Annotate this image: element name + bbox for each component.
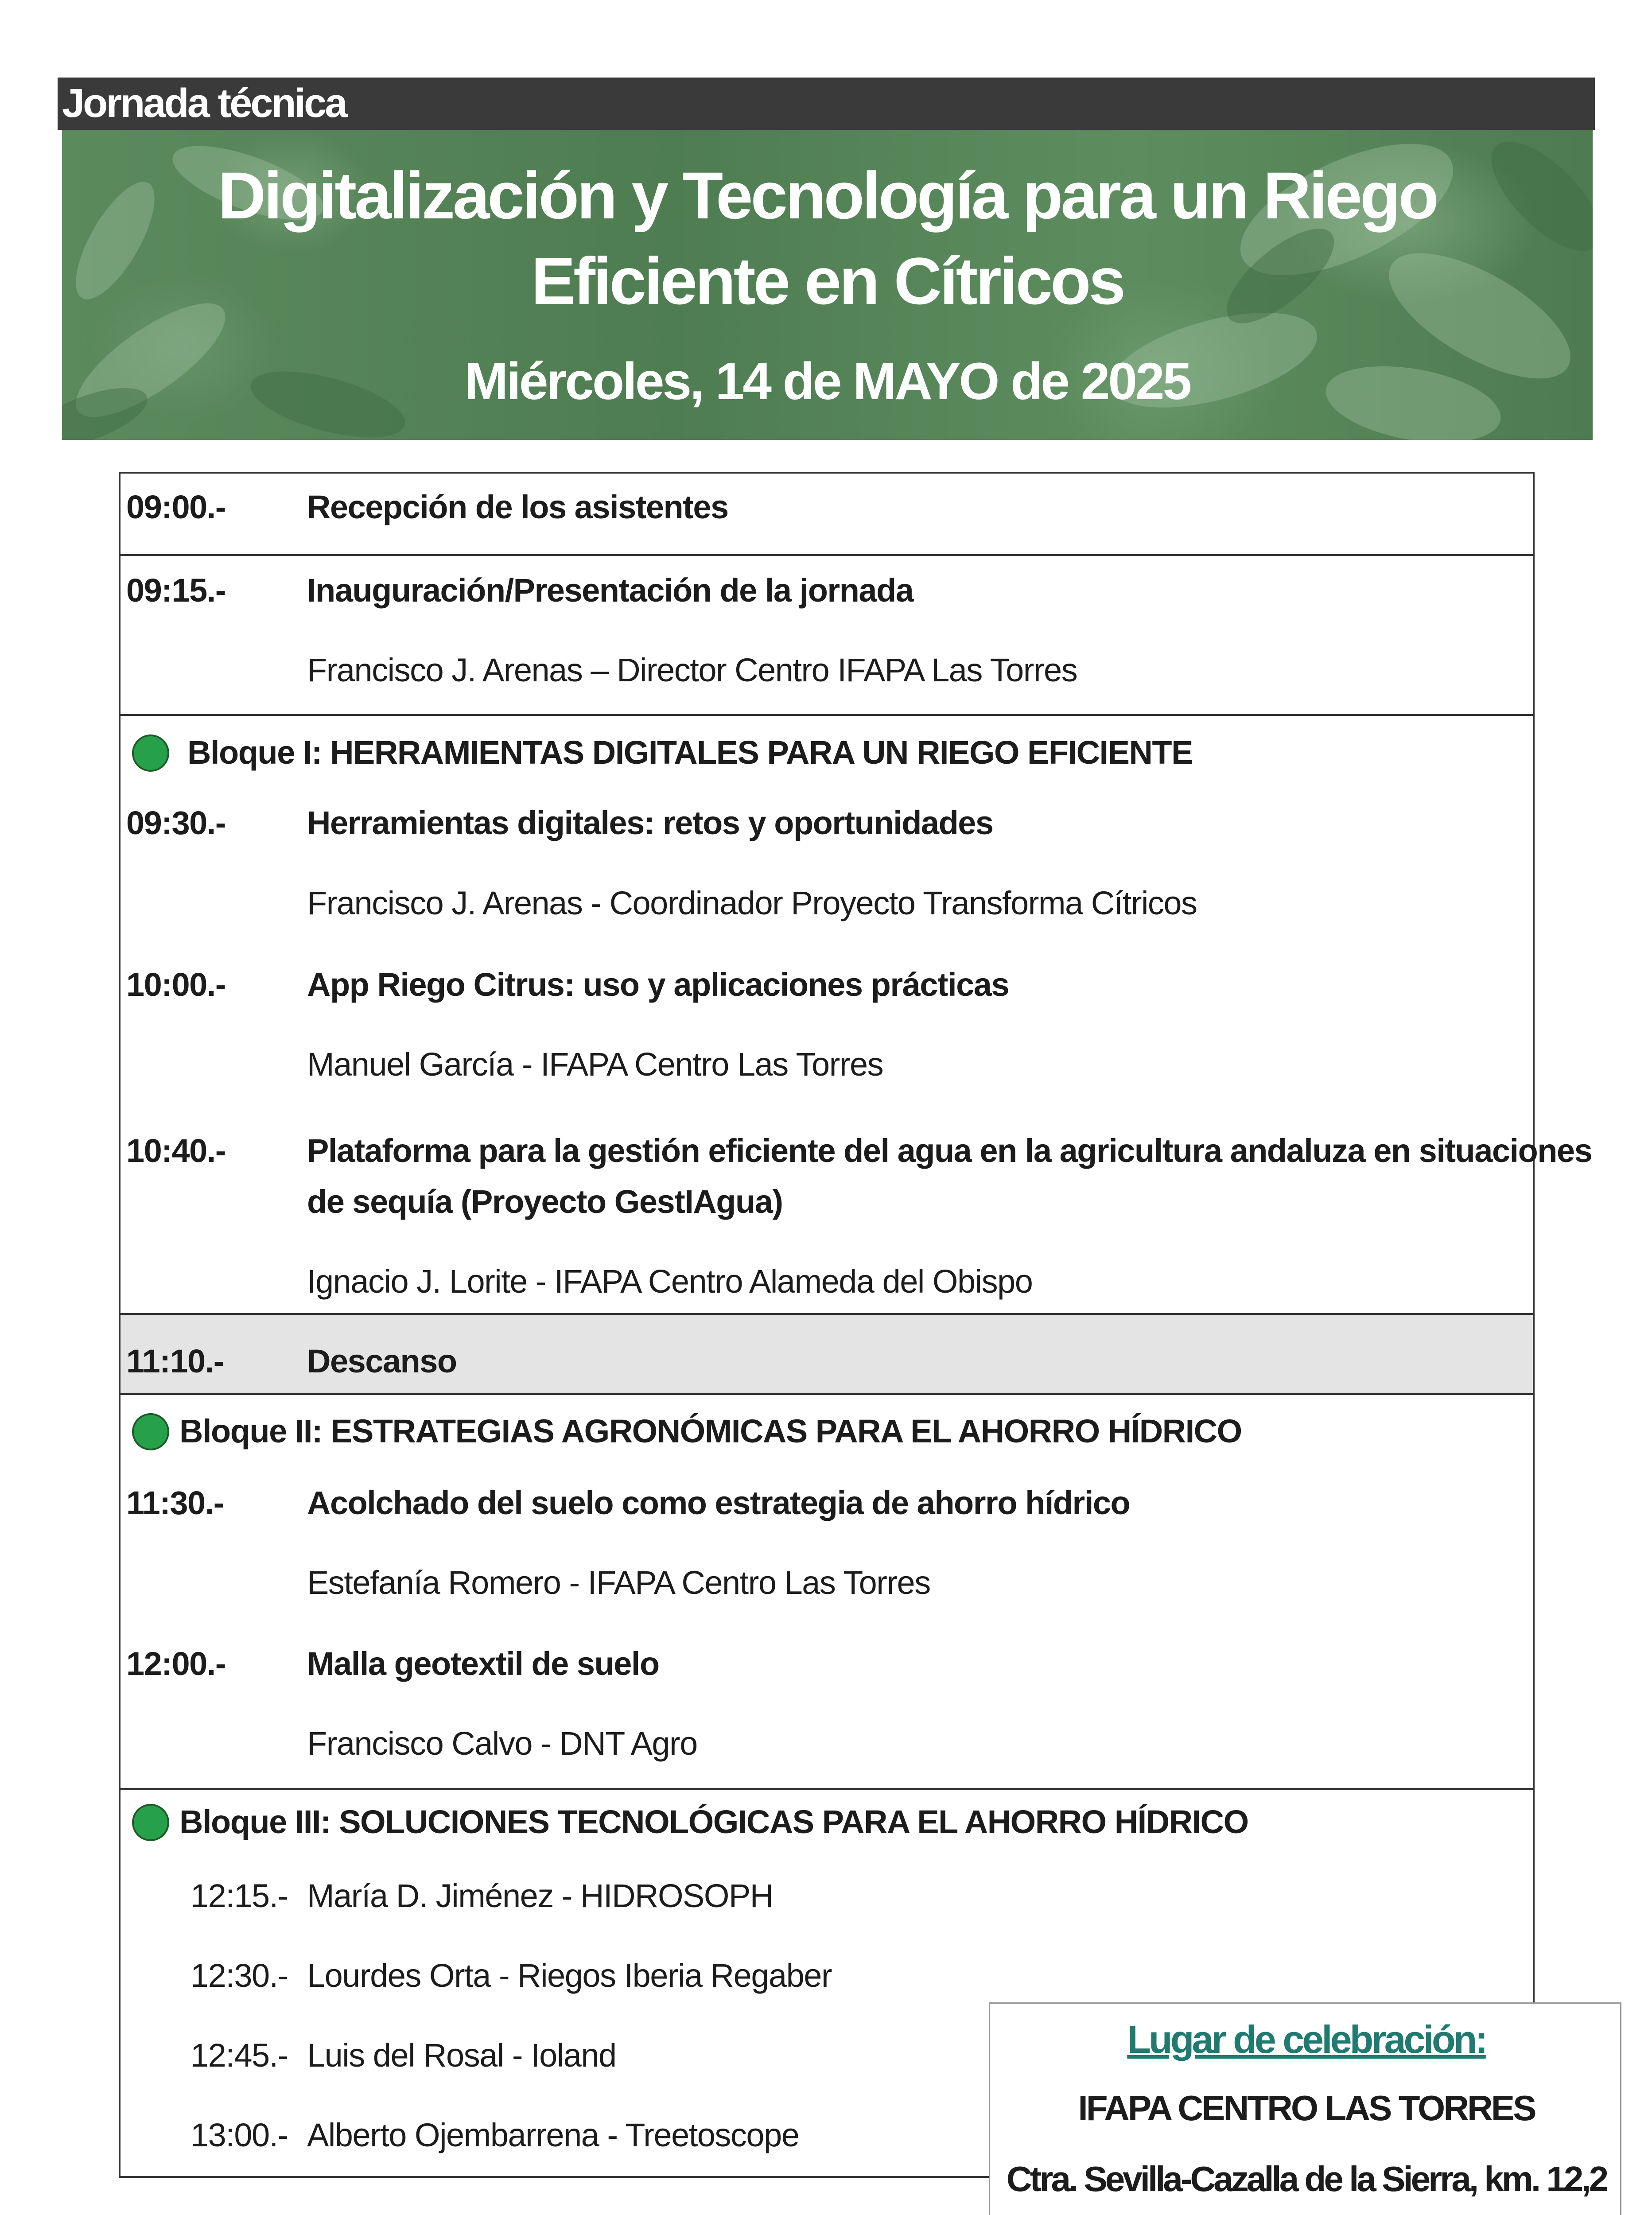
speaker-name: Francisco J. Arenas – Director Centro IFAPA Las Torres <box>307 652 1077 688</box>
time-label: 13:00.- <box>190 2117 288 2153</box>
block-3-title: Bloque III: SOLUCIONES TECNOLÓGICAS PARA EL AHORRO HÍDRICO <box>179 1803 1248 1840</box>
time-label: 12:00.- <box>126 1645 225 1682</box>
session-title: Herramientas digitales: retos y oportunidades <box>307 804 993 841</box>
break-title: Descanso <box>307 1343 457 1380</box>
time-label: 09:00.- <box>126 489 225 525</box>
time-label: 11:10.- <box>126 1343 224 1380</box>
block-2-title: Bloque II: ESTRATEGIAS AGRONÓMICAS PARA EL AHORRO HÍDRICO <box>179 1413 1242 1449</box>
venue-heading: Lugar de celebración: <box>1127 2017 1486 2061</box>
session-title: Recepción de los asistentes <box>307 489 728 525</box>
event-title-line-1: Digitalización y Tecnología para un Riego <box>218 158 1437 233</box>
hero-banner <box>62 130 1593 440</box>
speaker-name: Manuel García - IFAPA Centro Las Torres <box>307 1046 883 1083</box>
session-title: App Riego Citrus: uso y aplicaciones prácticas <box>307 966 1009 1003</box>
speaker-name: María D. Jiménez - HIDROSOPH <box>307 1877 773 1914</box>
header-tag: Jornada técnica <box>62 81 346 126</box>
event-title-line-2: Eficiente en Cítricos <box>531 244 1124 318</box>
speaker-name: Francisco J. Arenas - Coordinador Proyecto Transforma Cítricos <box>307 885 1197 921</box>
time-label: 11:30.- <box>126 1484 224 1521</box>
time-label: 12:15.- <box>190 1877 288 1914</box>
time-label: 09:15.- <box>126 572 225 609</box>
venue-name: IFAPA CENTRO LAS TORRES <box>1078 2088 1535 2128</box>
speaker-name: Luis del Rosal - Ioland <box>307 2037 616 2074</box>
session-title: Inauguración/Presentación de la jornada <box>307 572 913 609</box>
green-dot-icon <box>132 734 169 772</box>
time-label: 10:40.- <box>126 1132 225 1169</box>
green-dot-icon <box>132 1804 169 1841</box>
session-title: Malla geotextil de suelo <box>307 1645 659 1682</box>
time-label: 12:45.- <box>190 2037 288 2074</box>
venue-address: Ctra. Sevilla-Cazalla de la Sierra, km. 12,2 <box>1006 2159 1607 2199</box>
speaker-name: Lourdes Orta - Riegos Iberia Regaber <box>307 1957 832 1994</box>
event-date: Miércoles, 14 de MAYO de 2025 <box>464 352 1190 411</box>
time-label: 09:30.- <box>126 804 225 841</box>
green-dot-icon <box>132 1413 169 1450</box>
speaker-name: Ignacio J. Lorite - IFAPA Centro Alameda del Obispo <box>307 1263 1033 1300</box>
header-tag-bar <box>58 78 1595 130</box>
time-label: 10:00.- <box>126 966 225 1003</box>
block-1-title: Bloque I: HERRAMIENTAS DIGITALES PARA UN RIEGO EFICIENTE <box>187 734 1193 771</box>
time-label: 12:30.- <box>190 1957 288 1994</box>
session-title: Plataforma para la gestión eficiente del agua en la agricultura andaluza en situaciones <box>307 1132 1592 1169</box>
venue-box <box>989 2002 1621 2215</box>
speaker-name: Estefanía Romero - IFAPA Centro Las Torres <box>307 1564 930 1601</box>
session-title-continued: de sequía (Proyecto GestIAgua) <box>307 1183 783 1220</box>
speaker-name: Francisco Calvo - DNT Agro <box>307 1725 697 1762</box>
session-title: Acolchado del suelo como estrategia de ahorro hídrico <box>307 1484 1130 1521</box>
speaker-name: Alberto Ojembarrena - Treetoscope <box>307 2117 799 2153</box>
